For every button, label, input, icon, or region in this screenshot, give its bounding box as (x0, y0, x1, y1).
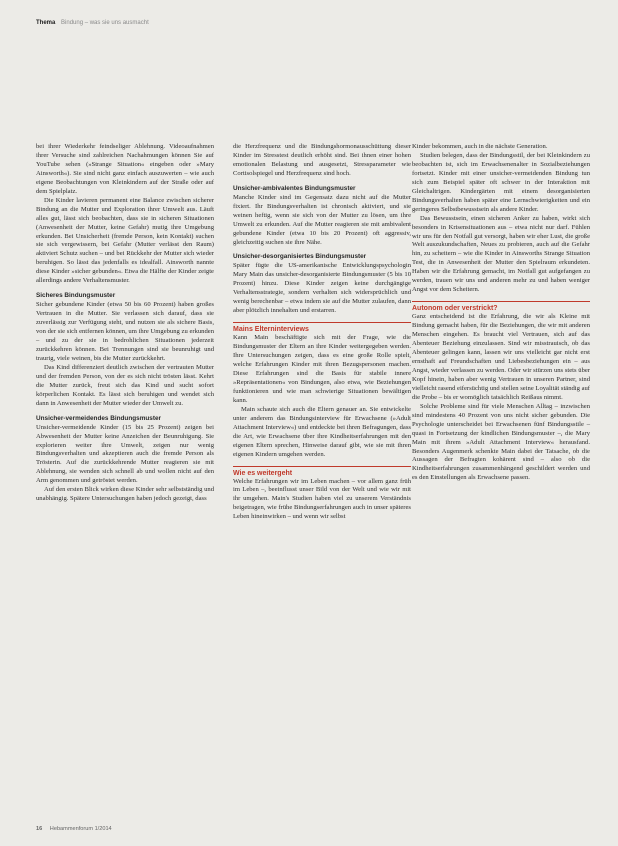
paragraph: Das Kind differenziert deutlich zwischen der vertrauten Mutter und der fremden Person, von der es sich nicht trösten lässt. Kehrt die Mutter zurück, freut sich das Kind und sucht sofort körperlichen Kontakt. Es lässt sich beruhigen und wendet sich dann in Anwesenheit der Mutter wieder der Umwelt zu. (36, 363, 214, 407)
paragraph: Sicher gebundene Kinder (etwa 50 bis 60 Prozent) haben großes Vertrauen in die Mutter. Sie verlassen sich darauf, dass sie zuverlässig zur Verfügung steht, und nutzen sie als sichere Basis, von der sie sich entfernen können, um ihre Umgebung zu erkunden – und zu der sie in bedrohlichen Situationen jederzeit zurückkehren können. Bei Trennungen sind sie beunruhigt und traurig, viele weinen, bis die Mutter zurückkehrt. (36, 301, 214, 362)
paragraph: Unsicher-vermeidende Kinder (15 bis 25 Prozent) zeigen bei Abwesenheit der Mutter keine Anzeichen der Beunruhigung. Sie explorieren weiter ihre Umwelt, zeigen nur wenig Bindungsverhalten und akzeptieren auch die fremde Person als Trösterin. Auf die zurückkehrende Mutter reagieren sie mit Ablehnung, sie wenden sich schnell ab und wollen nicht auf den Arm genommen und getröstet werden. (36, 423, 214, 485)
paragraph: Ganz entscheidend ist die Erfahrung, die wir als Kleine mit Bindung gemacht haben, für die Beziehungen, die wir mit anderen Menschen eingehen. Es braucht viel Vertrauen, sich auf das Abenteuer Beziehung einzulassen. Sind wir misstrauisch, ob das Abenteuer gelingen kann, lassen wir uns vielleicht gar nicht erst ernsthaft auf Freundschaften und Liebesbeziehungen ein – aus Angst, wieder verlassen zu werden. Oder wir stürzen uns stets über Kopf hinein, haben aber wenig Vertrauen in unseren Partner, sind vielleicht rasend eifersüchtig und stellen seine Loyalität ständig auf die Probe – bis er womöglich tatsächlich Reißaus nimmt. (412, 313, 590, 401)
section-heading-interviews: Mains Elterninterviews (233, 322, 411, 334)
page-number: 16 (36, 826, 43, 832)
publication-name: Hebammenforum 1/2014 (49, 826, 112, 832)
subheading-ambivalent: Unsicher-ambivalentes Bindungsmuster (233, 184, 356, 192)
rubric-label: Thema (36, 20, 56, 26)
section-heading-autonomous: Autonom oder verstrickt? (412, 301, 590, 313)
subheading-secure: Sicheres Bindungsmuster (36, 292, 116, 300)
section-heading-continuation: Wie es weitergeht (233, 466, 411, 478)
page-header (36, 20, 578, 26)
paragraph: Das Bewusstsein, einen sicheren Anker zu haben, wirkt sich besonders in Krisensituationen aus – etwa nicht nur darf. Fühlen wir uns für den Notfall gut versorgt, haben wir eher Lust, die große Welt auszukundschaften, Neues zu probieren, auch auf die Gefahr hin, zu scheitern – wie die Kinder in Ainsworths Strange Situation Test, die in Anwesenheit der Mutter den Spielraum erkundeten. Haben wir die Erfahrung gemacht, im Notfall gut aufgefangen zu werden, trauen wir uns und anderen mehr zu und haben weniger Angst vor dem Scheitern. (412, 214, 590, 294)
paragraph: Die Kinder lavieren permanent eine Balance zwischen sicherer Bindung an die Mutter und Exploration ihrer Umwelt aus. Läuft alles gut, lässt sich beobachten, dass sie in sicheren Situationen (Anwesenheit der Mutter, keine Gefahr) mutig ihre Umgebung erkunden. Bei Unsicherheit (fremde Person, kein Kontakt) suchen sie sich vergewissern, bei Gefahr (Mutter verlässt den Raum) aktiviert Schutz suchen – und bei Rückkehr der Mutter sich wieder beruhigen. So lässt das jedenfalls es idealfall. Ainsworth nannte diese Kinder »sicher gebunden«. Etwa die Hälfte der Kinder zeigte allerdings andere Verhaltensmuster. (36, 196, 214, 285)
paragraph: Kinder bekommen, auch in die nächste Generation. (412, 143, 548, 150)
subheading-avoidant: Unsicher-vermeidendes Bindungsmuster (36, 414, 162, 422)
paragraph: die Herzfrequenz und die Bindungshormonausschüttung dieser Kinder im Stresstest deutlich erhöht sind. Bei ihnen einer hohen emotionalen Belastung und ausgesetzt, Stressparameter wie Cortisolspiegel und Herzfrequenz sind hoch. (233, 143, 411, 177)
text-column-3 (412, 143, 590, 483)
paragraph: Solche Probleme sind für viele Menschen Alltag – inzwischen sind mindestens 40 Prozent von uns nicht sicher gebunden. Die Psychologie unterscheidet bei Erwachsenen fünf Bindungsstile – quasi in Fortsetzung der kindlichen Bindungsmuster –, die Mary Main mit ihrem »Adult Attachment Interview« herausfand. Besonders Augenmerk schenkte Main dabei der Tatsache, ob die Aussagen der Befragten kohärent sind – also ob die Kindheitserfahrungen zusammenhängend geschildert werden und es den Einstellungen als Erwachsene passen. (412, 402, 590, 482)
rubric-subtitle: Bindung – was sie uns ausmacht (61, 20, 149, 26)
paragraph: Später fügte die US-amerikanische Entwicklungspsychologin Mary Main das unsicher-desorganisierte Bindungsmuster (5 bis 10 Prozent) hinzu. Diese Kinder zeigen keine durchgängige Verhaltensstrategie, sondern verhalten sich widersprüchlich und wenig berechenbar – etwa indem sie auf die Mutter zulaufen, dann aber plötzlich innehalten und erstarren. (233, 262, 411, 315)
paragraph: Kann Main beschäftigte sich mit der Frage, wie die Bindungsmuster der Eltern an ihre Kinder weitergegeben werden. Ihre Untersuchungen zeigen, dass es eine große Rolle spielt, welche Erfahrungen Kinder mit ihren Bezugspersonen machen. Diese Erfahrungen sind die Basis für stabile innere »Repräsentationen« von Bindungen, also etwa, wie Beziehungen funktionieren und wie man schwierige Situationen bewältigen kann. (233, 334, 411, 404)
paragraph: bei ihrer Wiederkehr feindseliger Ablehnung. Videoaufnahmen ihrer Versuche sind zahlreichen Nachahmungen können Sie auf YouTube sehen (»Strange Situation« eingeben oder »Mary Ainsworth«). Sie sind nicht ganz einfach auszuwerten – wie auch eigene Beobachtungen von Kleinkindern auf der Straße oder auf dem Spielplatz. (36, 143, 214, 195)
subheading-disorganized: Unsicher-desorganisiertes Bindungsmuster (233, 253, 367, 261)
paragraph: Welche Erfahrungen wir im Leben machen – vor allem ganz früh im Leben –, beeinflusst unser Bild von der Welt und wie wir mit ihr umgehen. Main's Studien haben viel zu unserem Verständnis beigetragen, wie frühe Bindungserfahrungen auch in unser späteres Leben hineinwirken – und wenn wir selbst (233, 477, 411, 521)
text-column-1 (36, 143, 214, 504)
paragraph: Main schaute sich auch die Eltern genauer an. Sie entwickelte unter anderem das Bindungsinterview für Erwachsene (»Adult Attachment Interview«) und entdeckte bei ihren Befragungen, dass die Art, wie Erwachsene über ihre Kindheitserfahrungen mit den eigenen Eltern sprechen, Hinweise darauf gibt, wie sie mit ihren eigenen Kindern umgehen werden. (233, 405, 411, 458)
paragraph: Auf den ersten Blick wirken diese Kinder sehr selbstständig und unabhängig. Spätere Untersuchungen haben jedoch gezeigt, dass (36, 486, 214, 503)
paragraph: Studien belegen, dass der Bindungsstil, der bei Kleinkindern zu beobachten ist, sich im Erwachsenenalter in Sozialbeziehungen fortsetzt. Kinder mit einer unsicher-vermeidenden Bindung tun sich zum Beispiel später oft schwer in der Interaktion mit Gleichaltrigen. Kindergärten mit einem desorganisierten Bindungsverhalten haben später eine Lernschwierigkeiten und ein geringeres Selbstbewusstsein als andere Kinder. (412, 151, 590, 213)
text-column-2 (233, 143, 411, 522)
page-footer (36, 826, 578, 832)
paragraph: Manche Kinder sind im Gegensatz dazu nicht auf die Mutter fixiert. Ihr Bindungsverhalten ist chronisch aktiviert, und sie weinen heftig, wenn sie sich von der Mutter zu lösen, um ihre Umwelt zu erkunden. Auf die Mutter reagieren sie mit ambivalent gebundene Kinder (etwa 10 bis 20 Prozent) oft aggressiv, gleichzeitig suchen sie ihre Nähe. (233, 193, 411, 246)
